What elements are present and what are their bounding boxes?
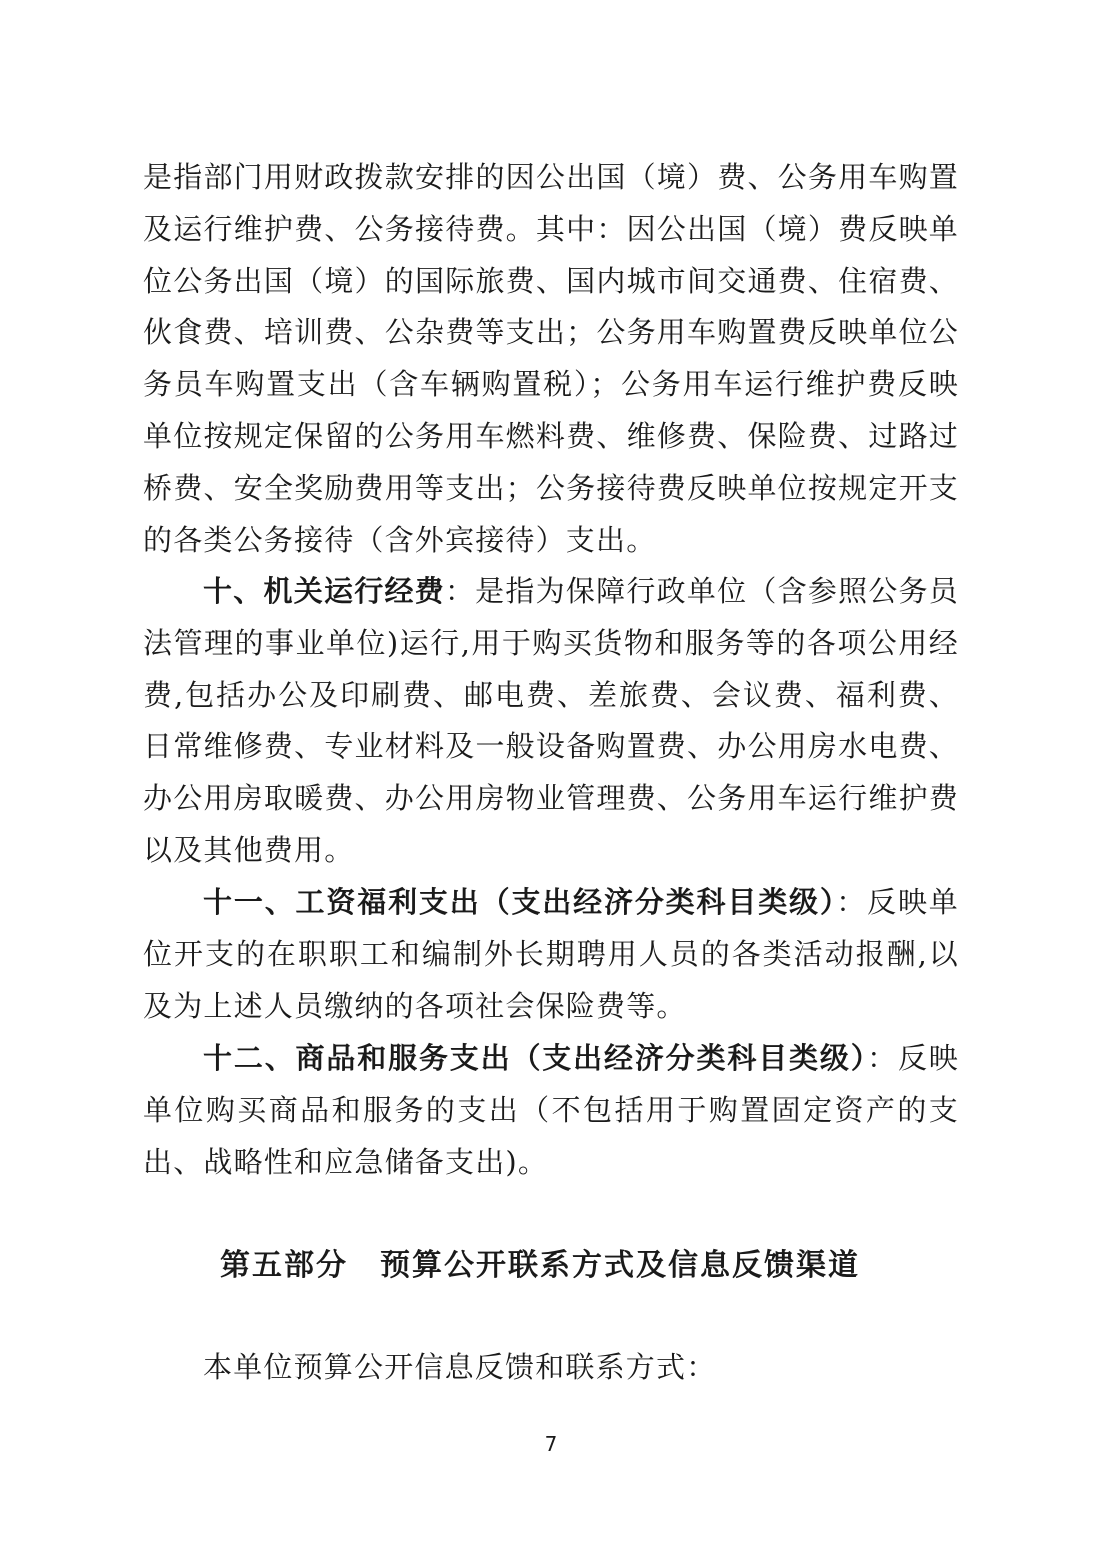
paragraph-text: ：是指为保障行政单位（含参照公务员法管理的事业单位)运行,用于购买货物和服务等的各项公用经费,包括办公及印刷费、邮电费、差旅费、会议费、福利费、日常维修费、专业材料及一般设备购置费、办公用房水电费、办公用房取暖费、办公用房物业管理费、公务用车运行维护费以及其他费用。 [143,574,959,867]
paragraph-public-funds-definition [143,152,959,566]
term-operating-expenses: 十、机关运行经费 [203,574,445,608]
term-goods-services: 十二、商品和服务支出（支出经济分类科目类级） [203,1041,868,1075]
section-heading: 第五部分 预算公开联系方式及信息反馈渠道 [220,1248,860,1283]
paragraph-wage-welfare [143,877,959,1032]
page-number: 7 [544,1432,558,1456]
paragraph-text: ：反映单位开支的在职职工和编制外长期聘用人员的各类活动报酬,以及为上述人员缴纳的各项社会保险费等。 [143,885,959,1023]
paragraph-goods-services [143,1033,959,1188]
paragraph-operating-expenses [143,566,959,877]
term-wage-welfare: 十一、工资福利支出（支出经济分类科目类级） [203,885,837,919]
paragraph-text: ：反映单位购买商品和服务的支出（不包括用于购置固定资产的支出、战略性和应急储备支出)。 [143,1041,960,1179]
paragraph-text: 是指部门用财政拨款安排的因公出国（境）费、公务用车购置及运行维护费、公务接待费。其中：因公出国（境）费反映单位公务出国（境）的国际旅费、国内城市间交通费、住宿费、伙食费、培训费、公杂费等支出；公务用车购置费反映单位公务员车购置支出（含车辆购置税）；公务用车运行维护费反映单位按规定保留的公务用车燃料费、维修费、保险费、过路过桥费、安全奖励费用等支出；公务接待费反映单位按规定开支的各类公务接待（含外宾接待）支出。 [143,160,959,557]
contact-intro-text: 本单位预算公开信息反馈和联系方式： [203,1350,717,1384]
